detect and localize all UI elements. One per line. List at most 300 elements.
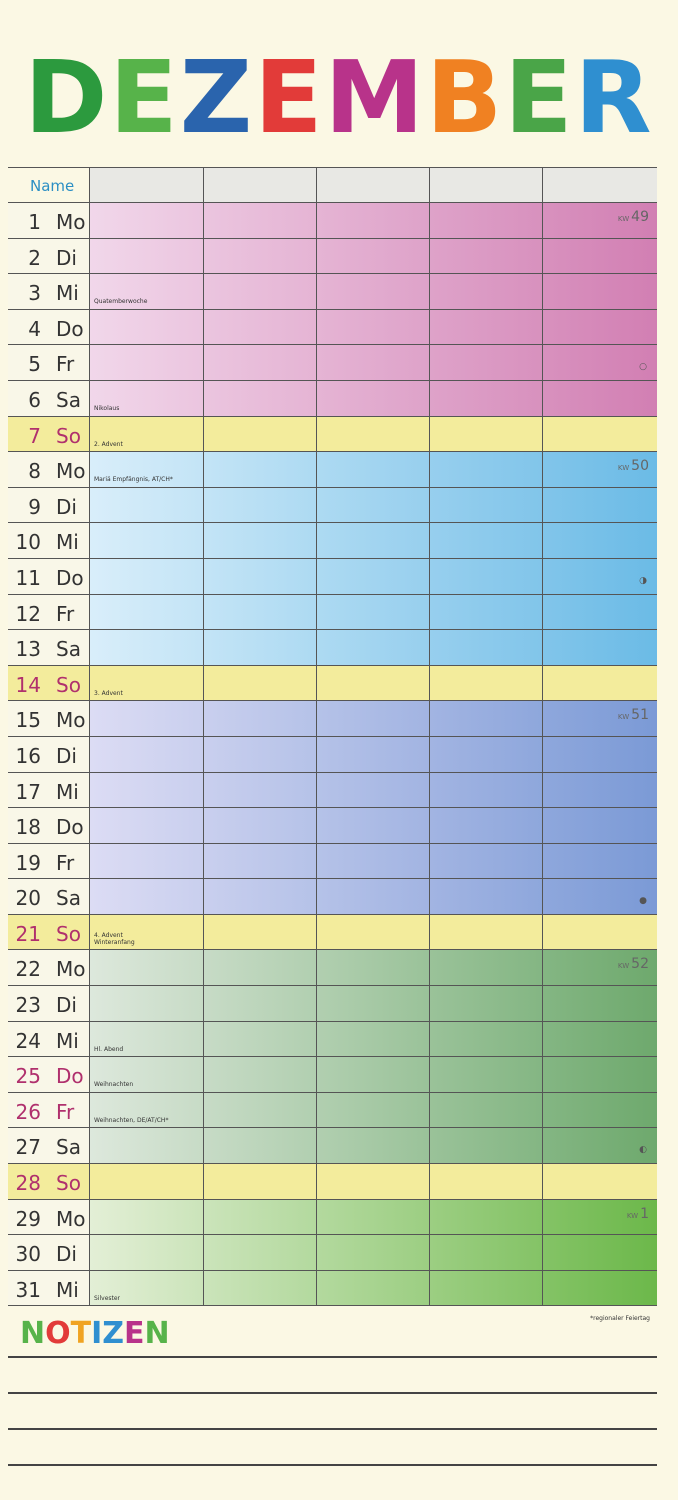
entry-cell[interactable] [204,345,317,380]
day-label-cell [8,1057,90,1092]
entry-cell[interactable] [90,595,204,630]
day-number: 11 [15,565,41,590]
entry-cell[interactable] [204,417,317,452]
day-row [8,1057,657,1093]
entry-cell[interactable] [317,666,430,701]
title-letter: E [109,39,180,156]
day-row [8,595,657,631]
entry-cell[interactable] [90,417,204,452]
week-number-label: KW [617,215,630,223]
day-row [8,274,657,310]
entry-cell[interactable] [430,737,543,772]
day-number: 25 [15,1064,41,1089]
note-line[interactable] [8,1464,657,1466]
entry-cell[interactable] [317,417,430,452]
day-number: 2 [28,245,41,270]
entry-cell[interactable] [90,808,204,843]
name-label: Name [30,177,75,195]
weekday: So [56,921,81,946]
weekday: Mo [56,957,86,982]
entry-cell[interactable] [317,1200,430,1235]
entry-cell[interactable] [317,1022,430,1057]
day-label-cell [8,1093,90,1128]
entry-cell[interactable] [317,915,430,950]
title-letter: B [426,39,505,156]
day-note: Silvester [94,1294,121,1302]
entry-cell[interactable] [430,1057,543,1092]
week-number-label: KW [617,464,630,473]
week-number-value: 50 [631,458,649,475]
day-label-cell [8,1022,90,1057]
day-label-cell [8,1128,90,1163]
entry-cell[interactable] [204,274,317,309]
entry-cell[interactable] [430,239,543,274]
day-label-cell [8,1235,90,1270]
name-column-1[interactable] [90,168,204,202]
entry-cell[interactable] [204,559,317,594]
weekday: Sa [56,1135,81,1160]
day-row [8,950,657,986]
day-label-cell [8,986,90,1021]
entry-cell[interactable] [204,1164,317,1199]
entry-cell[interactable] [90,1164,204,1199]
entry-cell[interactable] [90,737,204,772]
week-number-value: 51 [631,707,649,724]
entry-cell[interactable] [543,523,657,558]
notes-letter: E [124,1316,145,1351]
entry-cell[interactable] [543,1128,657,1163]
day-number: 30 [15,1242,41,1267]
day-number: 4 [28,316,41,341]
day-label-cell [8,381,90,416]
entry-cell[interactable] [90,452,204,487]
entry-cell[interactable] [430,701,543,736]
title-letter: Z [179,39,255,156]
day-row [8,345,657,381]
day-note: Quatemberwoche [94,298,148,306]
day-number: 21 [15,921,41,946]
note-line[interactable] [8,1428,657,1430]
entry-cell[interactable] [90,345,204,380]
entry-cell[interactable] [317,488,430,523]
weekday: Mo [56,1206,86,1231]
entry-cell[interactable] [430,879,543,914]
entry-cell[interactable] [543,1235,657,1270]
day-number: 20 [15,886,41,911]
day-label-cell [8,950,90,985]
entry-cell[interactable] [543,950,657,985]
weekday: Mi [56,779,79,804]
entry-cell[interactable] [430,203,543,238]
entry-cell[interactable] [430,950,543,985]
day-row [8,488,657,524]
day-note: 3. Advent [94,689,123,697]
day-note: Mariä Empfängnis, AT/CH* [94,476,173,484]
entry-cell[interactable] [204,737,317,772]
weekday: Sa [56,637,81,662]
entry-cell[interactable] [543,452,657,487]
entry-cell[interactable] [317,381,430,416]
day-number: 3 [28,281,41,306]
entry-cell[interactable] [90,844,204,879]
entry-cell[interactable] [317,559,430,594]
entry-cell[interactable] [317,986,430,1021]
day-row [8,666,657,702]
day-label-cell [8,1271,90,1306]
weekday: Do [56,316,84,341]
entry-cell[interactable] [204,452,317,487]
name-column-5[interactable] [543,168,657,202]
moon-phase-icon: ◐ [639,1145,647,1156]
entry-cell[interactable] [90,1128,204,1163]
entry-cell[interactable] [317,844,430,879]
entry-cell[interactable] [317,773,430,808]
entry-cell[interactable] [204,808,317,843]
entry-cell[interactable] [543,239,657,274]
entry-cell[interactable] [204,381,317,416]
day-label-cell [8,915,90,950]
entry-cell[interactable] [543,1164,657,1199]
day-label-cell [8,595,90,630]
entry-cell[interactable] [204,844,317,879]
day-row [8,239,657,275]
entry-cell[interactable] [543,701,657,736]
entry-cell[interactable] [430,595,543,630]
day-label-cell [8,630,90,665]
entry-cell[interactable] [317,630,430,665]
day-number: 24 [15,1028,41,1053]
entry-cell[interactable] [543,666,657,701]
entry-cell[interactable] [543,595,657,630]
day-row [8,701,657,737]
name-column-4[interactable] [430,168,543,202]
entry-cell[interactable] [204,523,317,558]
entry-cell[interactable] [430,310,543,345]
day-row [8,381,657,417]
entry-cell[interactable] [430,808,543,843]
entry-cell[interactable] [543,1271,657,1306]
notes-letter: Z [102,1316,125,1351]
entry-cell[interactable] [543,879,657,914]
entry-cell[interactable] [204,666,317,701]
weekday: Fr [56,352,75,377]
day-number: 28 [15,1171,41,1196]
entry-cell[interactable] [204,630,317,665]
entry-cell[interactable] [204,915,317,950]
day-number: 9 [28,494,41,519]
weekday: Mi [56,530,79,555]
day-number: 29 [15,1206,41,1231]
notes-letter: T [70,1316,92,1351]
entry-cell[interactable] [317,239,430,274]
day-row [8,1128,657,1164]
entry-cell[interactable] [543,559,657,594]
name-column-2[interactable] [204,168,317,202]
day-row [8,417,657,453]
day-number: 23 [15,993,41,1018]
day-number: 7 [28,423,41,448]
entry-cell[interactable] [430,523,543,558]
entry-cell[interactable] [204,701,317,736]
weekday: So [56,423,81,448]
week-number-value: 1 [640,1205,649,1222]
entry-cell[interactable] [317,1235,430,1270]
entry-cell[interactable] [90,701,204,736]
name-column-3[interactable] [317,168,430,202]
entry-cell[interactable] [90,203,204,238]
day-number: 12 [15,601,41,626]
notes-letter: N [20,1316,46,1351]
entry-cell[interactable] [543,1200,657,1235]
entry-cell[interactable] [317,1057,430,1092]
weekday: Di [56,1242,77,1267]
entry-cell[interactable] [543,1093,657,1128]
day-row [8,1164,657,1200]
entry-cell[interactable] [204,879,317,914]
weekday: Mi [56,281,79,306]
day-label-cell [8,274,90,309]
weekday: Mi [56,1277,79,1302]
weekday: Di [56,993,77,1018]
entry-cell[interactable] [543,1022,657,1057]
entry-cell[interactable] [90,630,204,665]
weekday: Do [56,815,84,840]
entry-cell[interactable] [543,381,657,416]
entry-cell[interactable] [543,417,657,452]
entry-cell[interactable] [204,1022,317,1057]
day-label-cell [8,559,90,594]
day-label-cell [8,523,90,558]
day-number: 19 [15,850,41,875]
day-note: Weihnachten [94,1081,134,1089]
entry-cell[interactable] [317,1093,430,1128]
entry-cell[interactable] [90,310,204,345]
entry-cell[interactable] [317,452,430,487]
day-label-cell [8,417,90,452]
entry-cell[interactable] [430,1200,543,1235]
day-row [8,1271,657,1307]
day-row [8,737,657,773]
entry-cell[interactable] [317,345,430,380]
day-number: 6 [28,387,41,412]
entry-cell[interactable] [430,1128,543,1163]
weekday: Mi [56,1028,79,1053]
week-number [627,1206,649,1222]
note-line[interactable] [8,1392,657,1394]
entry-cell[interactable] [204,203,317,238]
weekday: Fr [56,1099,75,1124]
entry-cell[interactable] [317,1271,430,1306]
day-row [8,310,657,346]
note-line[interactable] [8,1356,657,1358]
day-row [8,630,657,666]
entry-cell[interactable] [317,523,430,558]
title-letter: E [504,39,575,156]
day-number: 10 [15,530,41,555]
entry-cell[interactable] [90,773,204,808]
day-row [8,844,657,880]
day-label-cell [8,1164,90,1199]
entry-cell[interactable] [430,488,543,523]
entry-cell[interactable] [204,310,317,345]
title-letter: E [254,39,325,156]
entry-cell[interactable] [90,950,204,985]
weekday: So [56,672,81,697]
day-label-cell [8,345,90,380]
entry-cell[interactable] [90,1235,204,1270]
entry-cell[interactable] [543,630,657,665]
entry-cell[interactable] [90,381,204,416]
entry-cell[interactable] [90,1022,204,1057]
day-row [8,986,657,1022]
day-row [8,879,657,915]
entry-cell[interactable] [90,915,204,950]
day-number: 17 [15,779,41,804]
weekday: Mo [56,210,86,234]
notes-heading [20,1316,170,1351]
weekday: Mo [56,708,86,733]
entry-cell[interactable] [204,1093,317,1128]
day-label-cell [8,808,90,843]
entry-cell[interactable] [543,986,657,1021]
entry-cell[interactable] [317,595,430,630]
entry-cell[interactable] [204,950,317,985]
entry-cell[interactable] [317,274,430,309]
entry-cell[interactable] [430,1093,543,1128]
day-label-cell [8,203,90,238]
week-number [618,458,649,474]
entry-cell[interactable] [204,1200,317,1235]
calendar-grid [8,167,657,1306]
title-letter: M [324,39,427,156]
weekday: Fr [56,601,75,626]
entry-cell[interactable] [430,345,543,380]
day-row [8,559,657,595]
day-note: 4. Advent Winteranfang [94,932,135,946]
entry-cell[interactable] [430,773,543,808]
entry-cell[interactable] [430,559,543,594]
entry-cell[interactable] [543,808,657,843]
entry-cell[interactable] [430,844,543,879]
entry-cell[interactable] [543,488,657,523]
week-number-label: KW [617,713,630,722]
week-number-value: 52 [631,956,649,973]
entry-cell[interactable] [430,986,543,1021]
entry-cell[interactable] [430,1271,543,1306]
entry-cell[interactable] [317,1128,430,1163]
entry-cell[interactable] [430,417,543,452]
entry-cell[interactable] [90,274,204,309]
entry-cell[interactable] [430,1164,543,1199]
moon-phase-icon: ○ [639,361,647,372]
day-note: Nikolaus [94,404,120,412]
entry-cell[interactable] [90,1200,204,1235]
weekday: Sa [56,387,81,412]
entry-cell[interactable] [317,310,430,345]
entry-cell[interactable] [430,915,543,950]
day-label-cell [8,666,90,701]
title-letter: R [574,39,654,156]
entry-cell[interactable] [90,1271,204,1306]
entry-cell[interactable] [317,879,430,914]
entry-cell[interactable] [543,915,657,950]
entry-cell[interactable] [543,1057,657,1092]
entry-cell[interactable] [430,1235,543,1270]
day-label-cell [8,488,90,523]
notes-letter: O [45,1316,71,1351]
entry-cell[interactable] [430,666,543,701]
day-note: 2. Advent [94,440,123,448]
day-label-cell [8,701,90,736]
day-label-cell [8,844,90,879]
entry-cell[interactable] [90,559,204,594]
day-row [8,203,657,239]
entry-cell[interactable] [317,701,430,736]
day-label-cell [8,879,90,914]
day-number: 22 [15,957,41,982]
weekday: Fr [56,850,75,875]
entry-cell[interactable] [204,239,317,274]
title-letter: D [24,39,110,156]
entry-cell[interactable] [90,1093,204,1128]
name-header-cell [8,168,90,202]
entry-cell[interactable] [90,1057,204,1092]
entry-cell[interactable] [317,203,430,238]
entry-cell[interactable] [430,630,543,665]
entry-cell[interactable] [204,986,317,1021]
entry-cell[interactable] [204,488,317,523]
entry-cell[interactable] [90,488,204,523]
entry-cell[interactable] [204,1235,317,1270]
entry-cell[interactable] [204,1271,317,1306]
weekday: Di [56,494,77,519]
entry-cell[interactable] [204,1128,317,1163]
entry-cell[interactable] [543,773,657,808]
entry-cell[interactable] [543,737,657,772]
day-number: 1 [28,210,41,234]
week-number-value: 49 [631,209,649,225]
entry-cell[interactable] [90,986,204,1021]
entry-cell[interactable] [317,808,430,843]
weekday: Sa [56,886,81,911]
entry-cell[interactable] [317,950,430,985]
entry-cell[interactable] [430,274,543,309]
entry-cell[interactable] [543,203,657,238]
entry-cell[interactable] [204,1057,317,1092]
weekday: Di [56,743,77,768]
entry-cell[interactable] [90,879,204,914]
week-number [618,209,649,225]
entry-cell[interactable] [430,381,543,416]
day-label-cell [8,773,90,808]
entry-cell[interactable] [204,595,317,630]
entry-cell[interactable] [90,523,204,558]
entry-cell[interactable] [430,452,543,487]
entry-cell[interactable] [90,666,204,701]
day-number: 26 [15,1099,41,1124]
entry-cell[interactable] [204,773,317,808]
entry-cell[interactable] [543,345,657,380]
entry-cell[interactable] [430,1022,543,1057]
month-title [0,39,678,156]
entry-cell[interactable] [317,1164,430,1199]
entry-cell[interactable] [543,844,657,879]
entry-cell[interactable] [90,239,204,274]
entry-cell[interactable] [543,274,657,309]
entry-cell[interactable] [317,737,430,772]
week-number-label: KW [617,962,630,971]
entry-cell[interactable] [543,310,657,345]
